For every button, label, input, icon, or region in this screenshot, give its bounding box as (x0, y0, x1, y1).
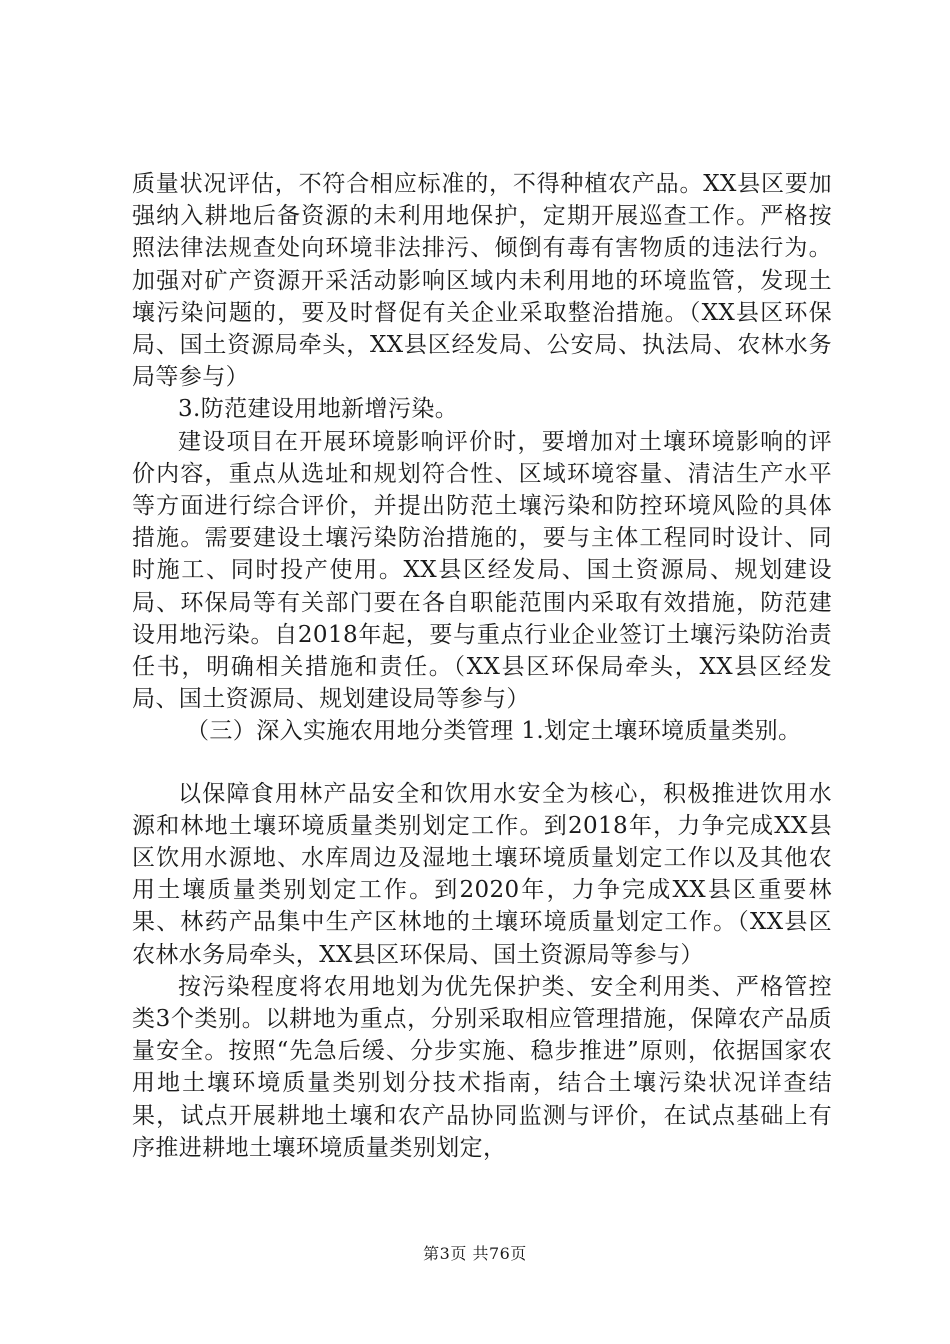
paragraph-pollution-degree-classification: 按污染程度将农用地划为优先保护类、安全利用类、严格管控类3个类别。以耕地为重点，分别采取相应管理措施，保障农产品质量安全。按照“先急后缓、分步实施、稳步推进”原则，依据国家农用地土壤环境质量类别划分技术指南，结合土壤污染状况详查结果，试点开展耕地土壤和农产品协同监测与评价，在试点基础上有序推进耕地土壤环境质量类别划定， (132, 973, 832, 1161)
paragraph-heading-construction-land: 3.防范建设用地新增污染。 (178, 396, 459, 423)
paragraph-construction-project-evaluation: 建设项目在开展环境影响评价时，要增加对土壤环境影响的评价内容，重点从选址和规划符合性、区域环境容量、清洁生产水平等方面进行综合评价，并提出防范土壤污染和防控环境风险的具体措施。需要建设土壤污染防治措施的，要与主体工程同时设计、同时施工、同时投产使用。XX县区经发局、国土资源局、规划建设局、环保局等有关部门要在各自职能范围内采取有效措施，防范建设用地污染。自2018年起，要与重点行业企业签订土壤污染防治责任书，明确相关措施和责任。（XX县区环保局牵头，XX县区经发局、国土资源局、规划建设局等参与） (132, 428, 832, 713)
paragraph-heading-farmland-classification: （三）深入实施农用地分类管理 1.划定土壤环境质量类别。 (186, 718, 802, 745)
paragraph-forest-soil-classification: 以保障食用林产品安全和饮用水安全为核心，积极推进饮用水源和林地土壤环境质量类别划定工作。到2018年，力争完成XX县区饮用水源地、水库周边及湿地土壤环境质量划定工作以及其他农用土壤质量类别划定工作。到2020年，力争完成XX县区重要林果、林药产品集中生产区林地的土壤环境质量划定工作。（XX县区农林水务局牵头，XX县区环保局、国土资源局等参与） (132, 780, 832, 968)
paragraph-unused-land-protection: 质量状况评估，不符合相应标准的，不得种植农产品。XX县区要加强纳入耕地后备资源的未利用地保护，定期开展巡查工作。严格按照法律法规查处向环境非法排污、倾倒有毒有害物质的违法行为。加强对矿产资源开采活动影响区域内未利用地的环境监管，发现土壤污染问题的，要及时督促有关企业采取整治措施。（XX县区环保局、国土资源局牵头，XX县区经发局、公安局、执法局、农林水务局等参与） (132, 171, 832, 391)
document-body (132, 168, 832, 1164)
page-number-footer: 第3页 共76页 (423, 1244, 527, 1263)
